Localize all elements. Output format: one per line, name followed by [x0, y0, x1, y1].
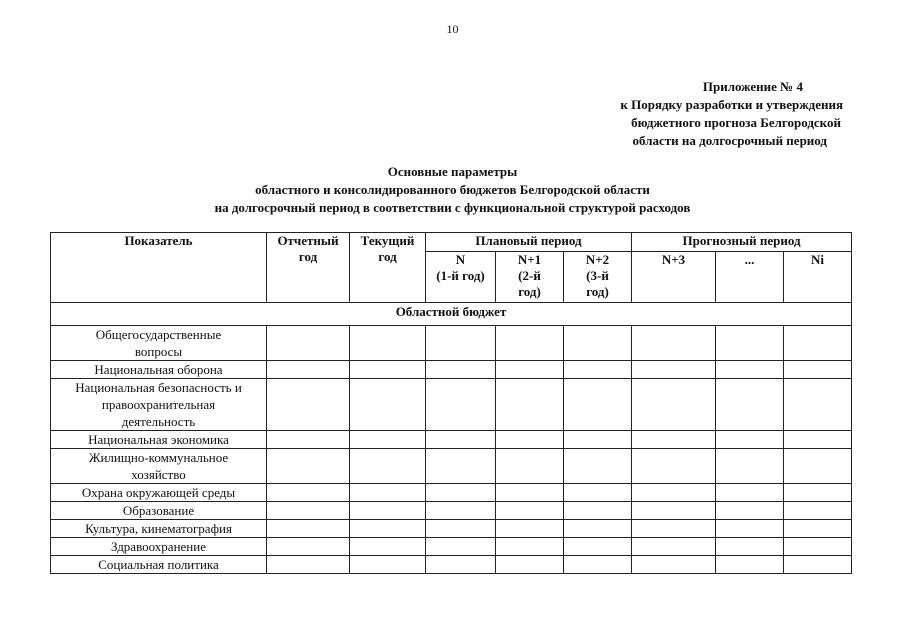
appendix-header [620, 78, 843, 150]
table-cell [632, 520, 716, 538]
table-cell [632, 484, 716, 502]
table-cell [426, 538, 496, 556]
table-cell [426, 379, 496, 431]
header-reporting-year [267, 233, 350, 303]
row-label [51, 431, 267, 449]
row-label [51, 502, 267, 520]
header-year-ni: Ni [784, 252, 852, 303]
table-cell [716, 361, 784, 379]
row-label-line: деятельность [121, 414, 196, 429]
document-title-line: Основные параметры [387, 164, 518, 179]
header-current-year [350, 233, 426, 303]
table-cell [784, 361, 852, 379]
table-cell [564, 538, 632, 556]
table-cell [350, 520, 426, 538]
table-cell [716, 556, 784, 574]
table-cell [496, 449, 564, 484]
table-cell [784, 449, 852, 484]
row-label [51, 449, 267, 484]
table-cell [564, 502, 632, 520]
table-cell [496, 484, 564, 502]
table-cell [564, 361, 632, 379]
table-row [51, 431, 852, 449]
table-row [51, 449, 852, 484]
table-cell [426, 361, 496, 379]
row-label-line: вопросы [134, 344, 183, 359]
table-cell [716, 379, 784, 431]
row-label [51, 484, 267, 502]
table-cell [350, 361, 426, 379]
header-forecast-period: Прогнозный период [632, 233, 852, 252]
header-text: год) [518, 284, 541, 299]
page-number: 10 [446, 22, 459, 36]
row-label [51, 520, 267, 538]
table-row [51, 538, 852, 556]
table-cell [564, 449, 632, 484]
table-cell [426, 326, 496, 361]
section-row [51, 303, 852, 326]
row-label [51, 379, 267, 431]
parameters-table [50, 232, 852, 574]
header-year-n [426, 252, 496, 303]
table-cell [716, 538, 784, 556]
row-label-line: Национальная безопасность и [75, 380, 242, 395]
document-title-line: на долгосрочный период в соответствии с функциональной структурой расходов [214, 200, 691, 215]
table-row [51, 326, 852, 361]
row-label-line: Общегосударственные [95, 327, 222, 342]
table-cell [784, 520, 852, 538]
table-cell [496, 520, 564, 538]
row-label-line: Жилищно-коммунальное [88, 450, 229, 465]
header-text: N [455, 252, 466, 267]
header-text: (3-й [586, 268, 609, 283]
row-label-line: хозяйство [131, 467, 186, 482]
row-label-line: правоохранительная [101, 397, 216, 412]
table-cell [426, 520, 496, 538]
table-cell [716, 502, 784, 520]
header-text: год [378, 249, 397, 264]
table-cell [350, 556, 426, 574]
row-label-line: Национальная оборона [94, 362, 223, 377]
header-year-ellipsis: ... [716, 252, 784, 303]
row-label [51, 538, 267, 556]
table-row [51, 361, 852, 379]
table-cell [350, 379, 426, 431]
table-cell [496, 556, 564, 574]
table-cell [564, 326, 632, 361]
row-label [51, 326, 267, 361]
table-cell [426, 502, 496, 520]
header-text: N+1 [517, 252, 542, 267]
row-label-line: Здравоохранение [111, 539, 206, 554]
table-cell [426, 431, 496, 449]
table-cell [632, 379, 716, 431]
table-cell [350, 449, 426, 484]
table-cell [784, 484, 852, 502]
table-cell [350, 484, 426, 502]
table-cell [350, 538, 426, 556]
table-cell [716, 431, 784, 449]
table-cell [564, 484, 632, 502]
table-cell [716, 449, 784, 484]
table-cell [496, 431, 564, 449]
appendix-line: области на долгосрочный период [632, 133, 827, 148]
table-cell [632, 361, 716, 379]
table-cell [632, 538, 716, 556]
header-indicator-label: Показатель [124, 233, 193, 248]
table-cell [267, 379, 350, 431]
table-cell [784, 326, 852, 361]
table-cell [267, 484, 350, 502]
table-cell [350, 502, 426, 520]
table-row [51, 484, 852, 502]
table-cell [716, 326, 784, 361]
table-cell [716, 520, 784, 538]
table-row [51, 502, 852, 520]
header-year-n2 [564, 252, 632, 303]
table-cell [564, 431, 632, 449]
row-label-line: Образование [122, 503, 195, 518]
header-text: Отчетный [277, 233, 339, 248]
table-cell [632, 502, 716, 520]
appendix-line: к Порядку разработки и утверждения [620, 97, 843, 112]
table-cell [632, 431, 716, 449]
header-planning-period: Плановый период [426, 233, 632, 252]
table-cell [426, 484, 496, 502]
row-label [51, 361, 267, 379]
table-cell [267, 449, 350, 484]
table-cell [716, 484, 784, 502]
header-row-1 [51, 233, 852, 252]
table-row [51, 520, 852, 538]
row-label-line: Социальная политика [98, 557, 219, 572]
table-cell [496, 538, 564, 556]
table-cell [632, 556, 716, 574]
table-cell [350, 326, 426, 361]
table-cell [496, 502, 564, 520]
table-cell [267, 502, 350, 520]
table-cell [564, 379, 632, 431]
table-row [51, 556, 852, 574]
table-cell [267, 326, 350, 361]
table-cell [350, 431, 426, 449]
table-row [51, 379, 852, 431]
header-text: (2-й [518, 268, 541, 283]
table-cell [632, 449, 716, 484]
table-cell [496, 379, 564, 431]
table-cell [267, 520, 350, 538]
header-text: (1-й год) [436, 268, 485, 283]
table-cell [784, 556, 852, 574]
table-cell [784, 379, 852, 431]
table-cell [784, 431, 852, 449]
table-cell [496, 326, 564, 361]
header-year-n3: N+3 [632, 252, 716, 303]
row-label-line: Охрана окружающей среды [81, 485, 236, 500]
row-label-line: Культура, кинематография [85, 521, 232, 536]
table-cell [564, 556, 632, 574]
table-cell [632, 326, 716, 361]
table-cell [267, 556, 350, 574]
row-label [51, 556, 267, 574]
document-title-line: областного и консолидированного бюджетов Белгородской области [255, 182, 650, 197]
appendix-title: Приложение № 4 [702, 79, 803, 94]
table-cell [784, 502, 852, 520]
row-label-line: Национальная экономика [88, 432, 229, 447]
appendix-line: бюджетного прогноза Белгородской [631, 115, 841, 130]
document-title [0, 163, 905, 217]
header-text: год) [586, 284, 609, 299]
section-title: Областной бюджет [51, 303, 852, 326]
table-cell [496, 361, 564, 379]
header-indicator [51, 233, 267, 303]
table-cell [267, 361, 350, 379]
table-cell [784, 538, 852, 556]
header-text: N+2 [585, 252, 610, 267]
table-cell [426, 449, 496, 484]
table-cell [267, 431, 350, 449]
header-text: год [298, 249, 318, 264]
table-cell [426, 556, 496, 574]
table-cell [564, 520, 632, 538]
header-text: Текущий [360, 233, 415, 248]
table-cell [267, 538, 350, 556]
header-year-n1 [496, 252, 564, 303]
